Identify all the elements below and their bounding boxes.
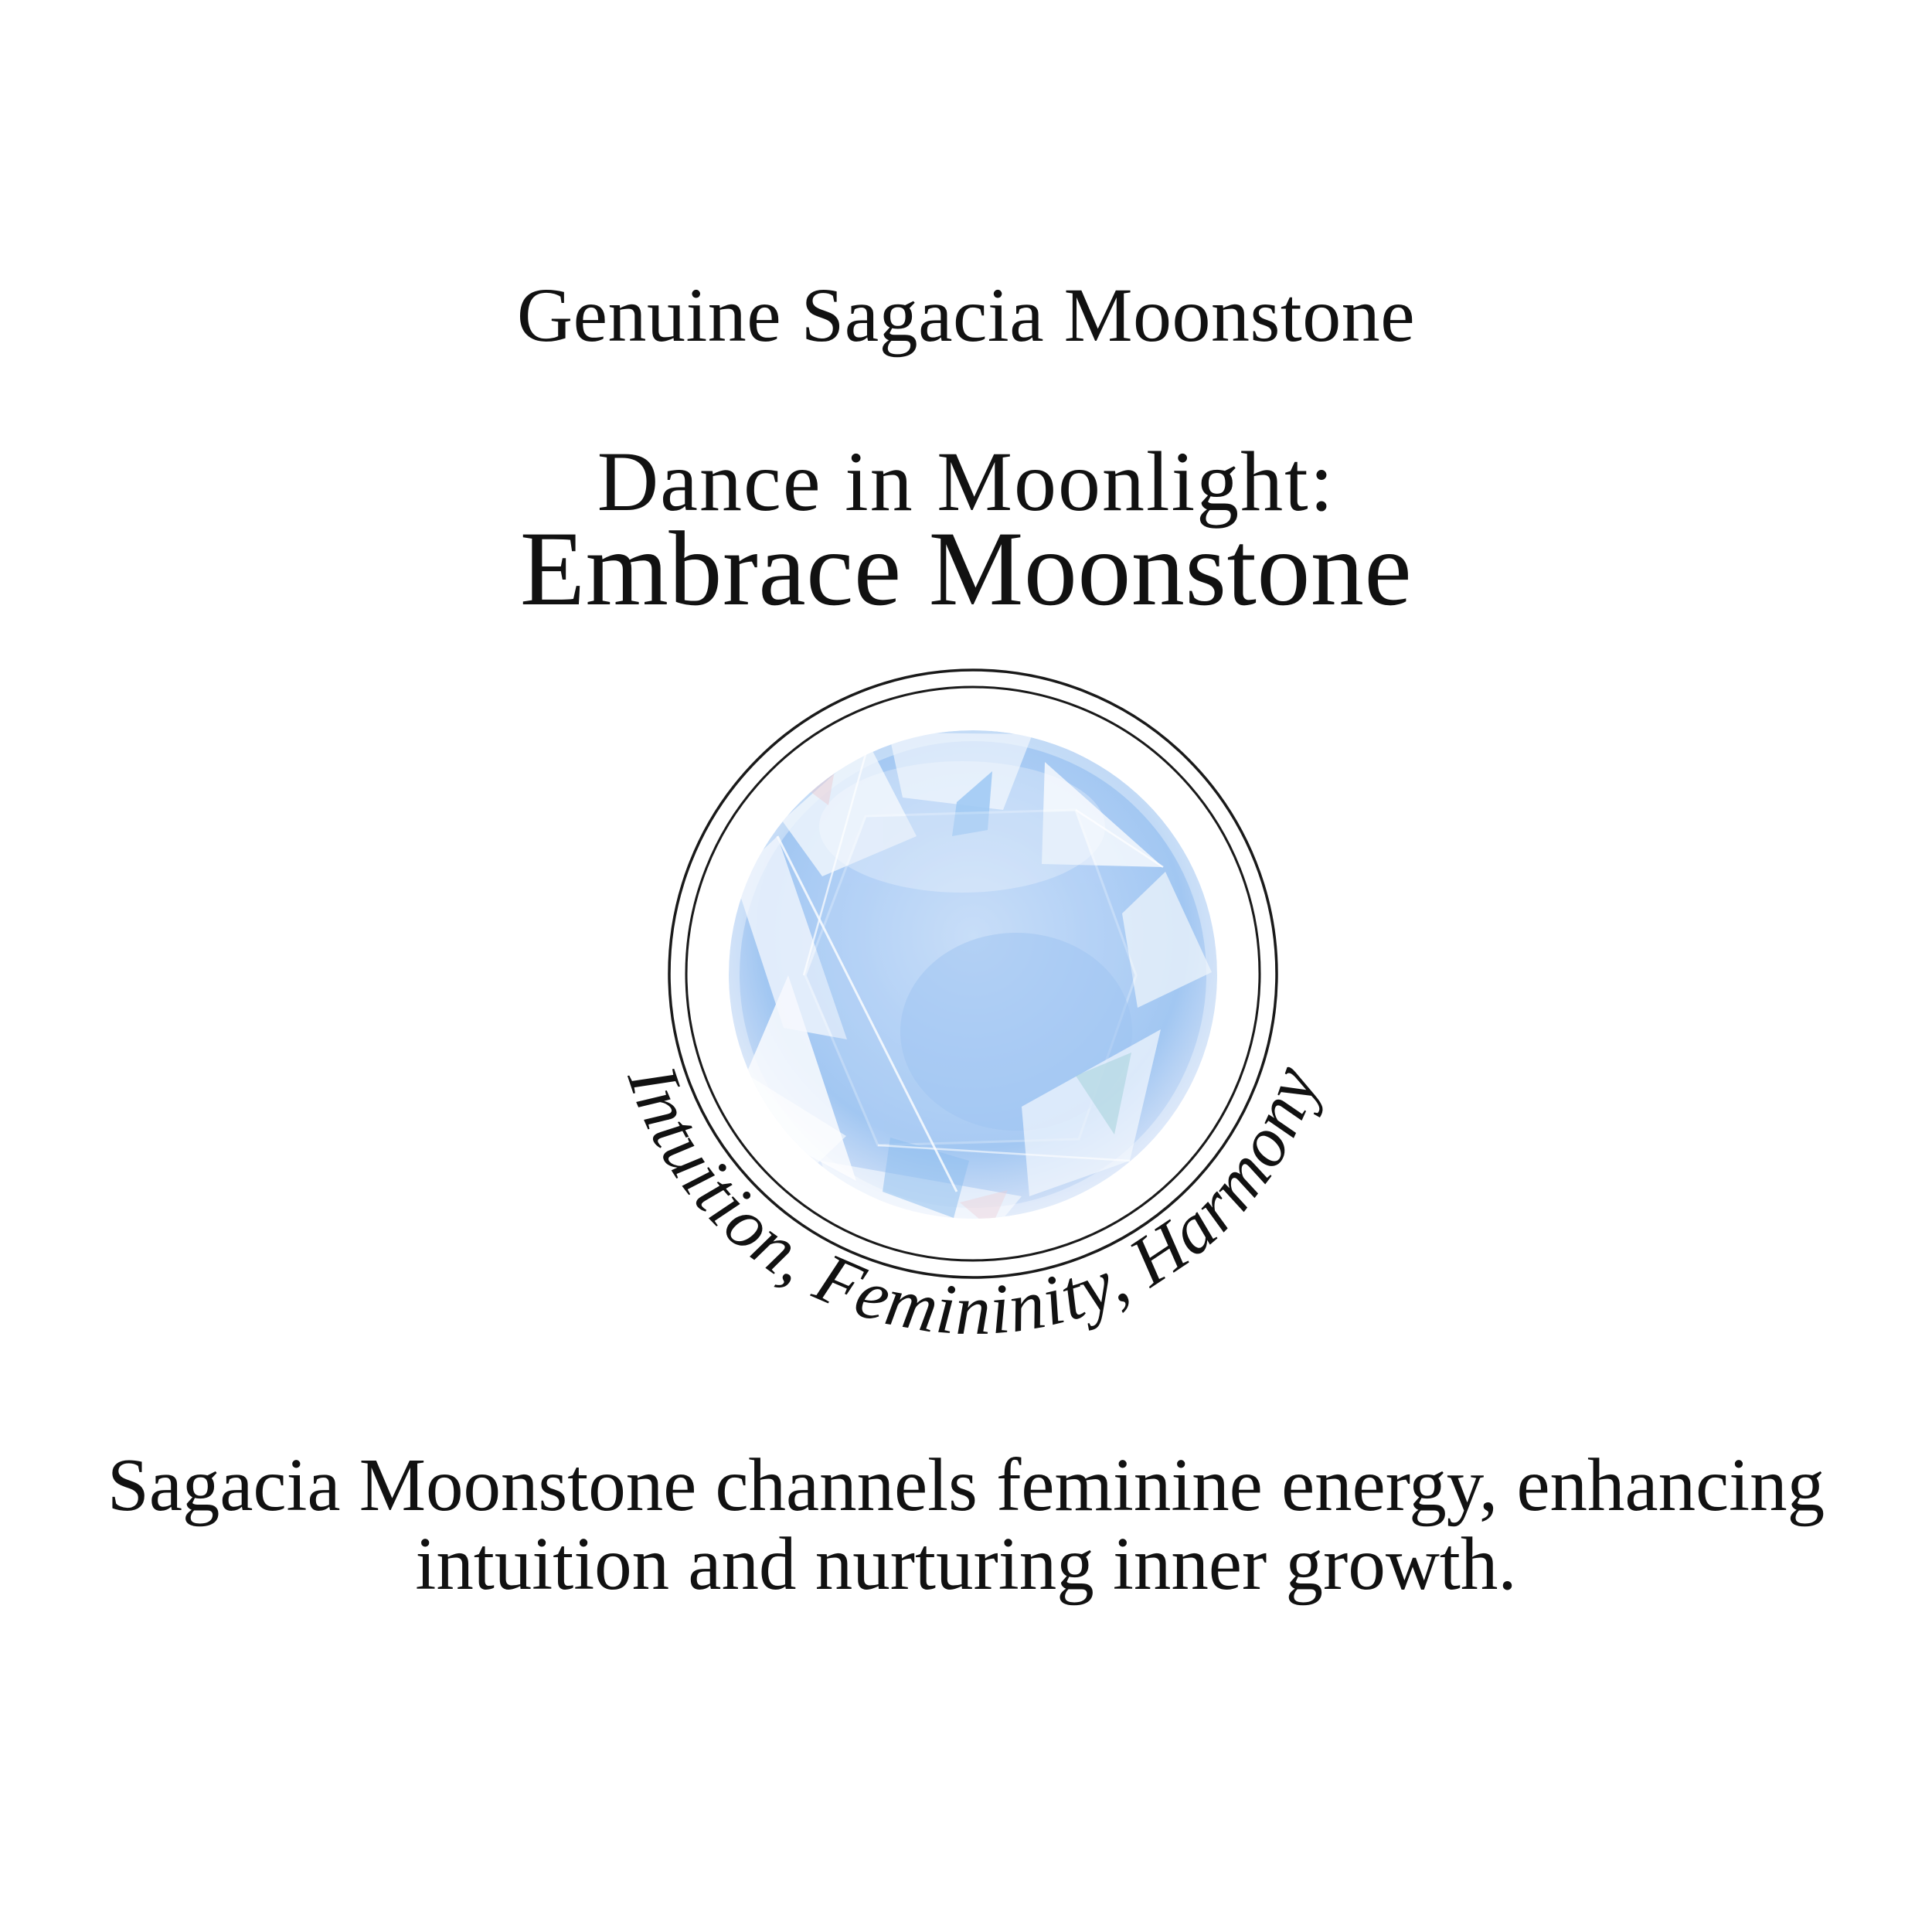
- description-line2: intuition and nurturing inner growth.: [415, 1522, 1517, 1605]
- gem-top-highlight: [819, 761, 1105, 893]
- description-line1: Sagacia Moonstone channels feminine energy, enhancing: [107, 1444, 1825, 1526]
- arc-caption: Intuition, Femininity, Harmony: [613, 1055, 1334, 1349]
- brand-eyebrow: Genuine Sagacia Moonstone: [516, 272, 1416, 358]
- moonstone-gem-image: [729, 730, 1217, 1229]
- description: [0, 1446, 1932, 1604]
- headline-line2: Embrace Moonstone: [519, 509, 1413, 628]
- headline-line1: Dance in Moonlight:: [597, 434, 1335, 529]
